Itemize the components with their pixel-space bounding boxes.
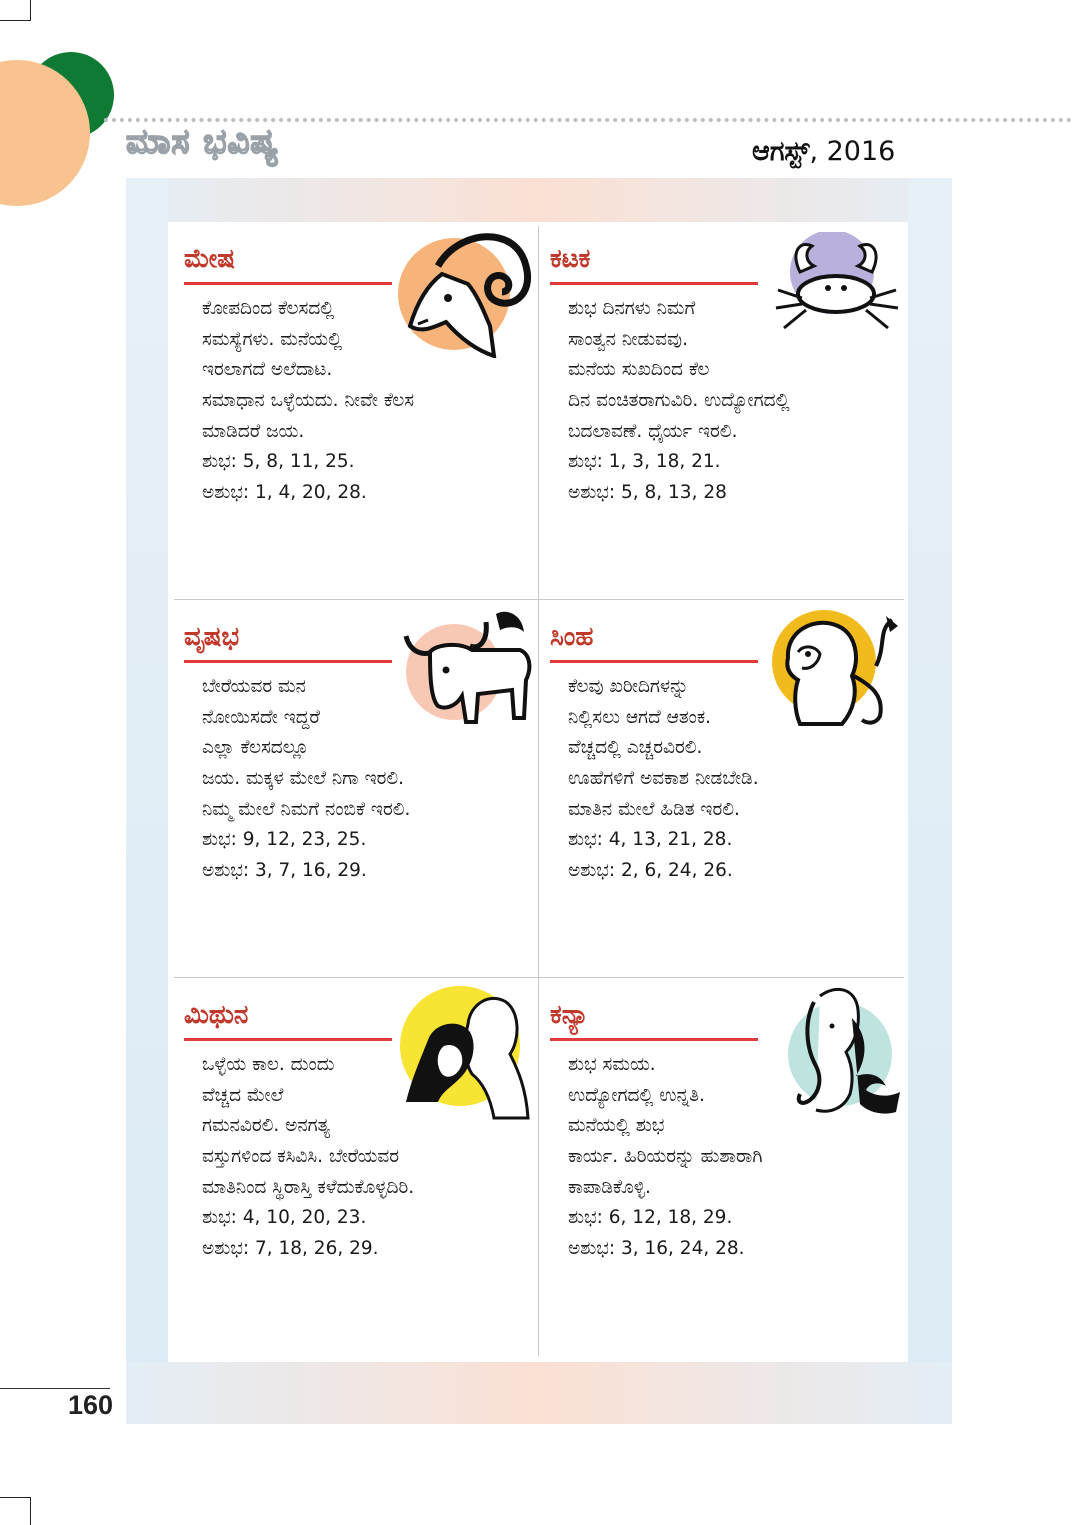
frame-right	[908, 178, 952, 1424]
sign-title-rule	[550, 1038, 758, 1041]
prediction-line: ಮಾಡಿದರೆ ಜಯ.	[202, 420, 305, 442]
crop-mark-top-vertical	[30, 0, 31, 21]
prediction-line: ವೆಚ್ಚದ ಮೇಲೆ	[202, 1084, 284, 1106]
sign-title: ಕನ್ಯಾ	[550, 1000, 589, 1030]
prediction-line: ನಿಲ್ಲಿಸಲು ಆಗದೆ ಆತಂಕ.	[568, 706, 712, 728]
prediction-line: ವೆಚ್ಚದಲ್ಲಿ ಎಚ್ಚರವಿರಲಿ.	[568, 737, 703, 759]
sign-title-rule	[550, 660, 758, 663]
bad-days: ಅಶುಭ: 5, 8, 13, 28	[568, 482, 727, 504]
prediction-line: ಮಾತಿನಿಂದ ಸ್ಥಿರಾಸ್ತಿ ಕಳೆದುಕೊಳ್ಳದಿರಿ.	[202, 1176, 415, 1198]
sign-text	[568, 294, 790, 509]
good-days: ಶುಭ: 1, 3, 18, 21.	[568, 451, 721, 473]
prediction-line: ನೋಯಿಸದೇ ಇದ್ದರೆ	[202, 706, 320, 728]
page-number-rule	[0, 1388, 110, 1389]
sign-title-rule	[550, 282, 758, 285]
frame-bottom	[126, 1362, 952, 1424]
sign-text	[202, 672, 410, 887]
sign-title-rule	[184, 282, 392, 285]
good-days: ಶುಭ: 9, 12, 23, 25.	[202, 829, 367, 851]
row-divider-1	[174, 599, 904, 600]
prediction-line: ದಿನ ವಂಚಿತರಾಗುವಿರಿ. ಉದ್ಯೋಗದಲ್ಲಿ	[568, 390, 790, 412]
sign-title: ವೃಷಭ	[184, 622, 240, 652]
sign-title-rule	[184, 660, 392, 663]
sign-text	[568, 1050, 762, 1265]
prediction-line: ಒಳ್ಳೆಯ ಕಾಲ. ದುಂದು	[202, 1054, 335, 1075]
good-days: ಶುಭ: 4, 13, 21, 28.	[568, 829, 733, 851]
lion-icon	[768, 606, 902, 732]
frame-left	[126, 178, 168, 1424]
bull-icon	[400, 606, 534, 730]
issue-month: ಆಗಸ್ಟ್	[752, 136, 810, 167]
issue-year: , 2016	[809, 136, 896, 167]
column-divider	[538, 226, 539, 1356]
prediction-line: ಕೆಲವು ಖರೀದಿಗಳನ್ನು	[568, 676, 689, 697]
bad-days: ಅಶುಭ: 7, 18, 26, 29.	[202, 1238, 379, 1260]
sign-title: ಮೇಷ	[184, 244, 235, 274]
sign-text	[202, 1050, 414, 1265]
prediction-line: ಉದ್ಯೋಗದಲ್ಲಿ ಉನ್ನತಿ.	[568, 1084, 705, 1106]
frame-top	[126, 178, 952, 222]
good-days: ಶುಭ: 6, 12, 18, 29.	[568, 1207, 733, 1229]
prediction-line: ಸಮಾಧಾನ ಒಳ್ಳೆಯದು. ನೀವೇ ಕೆಲಸ	[202, 390, 415, 412]
twins-icon	[398, 984, 534, 1120]
sign-title: ಮಿಥುನ	[184, 1000, 249, 1030]
bad-days: ಅಶುಭ: 3, 16, 24, 28.	[568, 1238, 745, 1260]
prediction-line: ಮನೆಯಲ್ಲಿ ಶುಭ	[568, 1115, 665, 1137]
good-days: ಶುಭ: 4, 10, 20, 23.	[202, 1207, 367, 1229]
prediction-line: ಸಾಂತ್ವನ ನೀಡುವವು.	[568, 328, 688, 350]
page-number: 160	[68, 1390, 114, 1420]
crab-icon	[770, 232, 904, 344]
prediction-line: ಎಲ್ಲಾ ಕೆಲಸದಲ್ಲೂ	[202, 737, 309, 759]
prediction-line: ಬದಲಾವಣೆ. ಧೈರ್ಯ ಇರಲಿ.	[568, 420, 738, 442]
prediction-line: ಮನೆಯ ಸುಖದಿಂದ ಕೆಲ	[568, 359, 710, 381]
bad-days: ಅಶುಭ: 2, 6, 24, 26.	[568, 860, 733, 882]
prediction-line: ಸಮಸ್ಯೆಗಳು. ಮನೆಯಲ್ಲಿ	[202, 328, 343, 350]
sign-title-rule	[184, 1038, 392, 1041]
prediction-line: ಕಾಪಾಡಿಕೊಳ್ಳಿ.	[568, 1176, 651, 1198]
issue-date	[752, 136, 895, 168]
prediction-line: ಗಮನವಿರಲಿ. ಅನಗತ್ಯ	[202, 1115, 330, 1137]
prediction-line: ಮಾತಿನ ಮೇಲೆ ಹಿಡಿತ ಇರಲಿ.	[568, 798, 740, 820]
prediction-line: ಇರಲಾಗದೆ ಅಲೆದಾಟ.	[202, 359, 333, 381]
prediction-line: ಊಹೆಗಳಿಗೆ ಅವಕಾಶ ನೀಡಬೇಡಿ.	[568, 768, 759, 790]
sign-title: ಕಟಕ	[550, 244, 591, 274]
prediction-line: ವಸ್ತುಗಳಿಂದ ಕಸಿವಿಸಿ. ಬೇರೆಯವರ	[202, 1146, 400, 1168]
sign-title: ಸಿಂಹ	[550, 622, 594, 652]
sign-text	[202, 294, 414, 509]
bad-days: ಅಶುಭ: 1, 4, 20, 28.	[202, 482, 367, 504]
prediction-line: ಕಾರ್ಯ. ಹಿರಿಯರನ್ನು ಹುಶಾರಾಗಿ	[568, 1146, 763, 1168]
prediction-line: ಶುಭ ಸಮಯ.	[568, 1054, 656, 1075]
row-divider-2	[174, 977, 904, 978]
virgin-icon	[770, 982, 904, 1118]
prediction-line: ನಿಮ್ಮ ಮೇಲೆ ನಿಮಗೆ ನಂಬಿಕೆ ಇರಲಿ.	[202, 798, 411, 820]
prediction-line: ಬೇರೆಯವರ ಮನ	[202, 676, 306, 697]
bad-days: ಅಶುಭ: 3, 7, 16, 29.	[202, 860, 367, 882]
ram-icon	[398, 226, 534, 358]
crop-mark-bottom-vertical	[30, 1497, 31, 1525]
prediction-line: ಜಯ. ಮಕ್ಕಳ ಮೇಲೆ ನಿಗಾ ಇರಲಿ.	[202, 768, 405, 790]
prediction-line: ಕೋಪದಿಂದ ಕೆಲಸದಲ್ಲಿ	[202, 298, 335, 319]
good-days: ಶುಭ: 5, 8, 11, 25.	[202, 451, 355, 473]
crop-mark-bottom	[0, 1497, 30, 1498]
section-title: ಮಾಸ ಭವಿಷ್ಯ	[126, 122, 280, 162]
sign-text	[568, 672, 759, 887]
crop-mark-top	[0, 20, 30, 21]
prediction-line: ಶುಭ ದಿನಗಳು ನಿಮಗೆ	[568, 298, 696, 319]
